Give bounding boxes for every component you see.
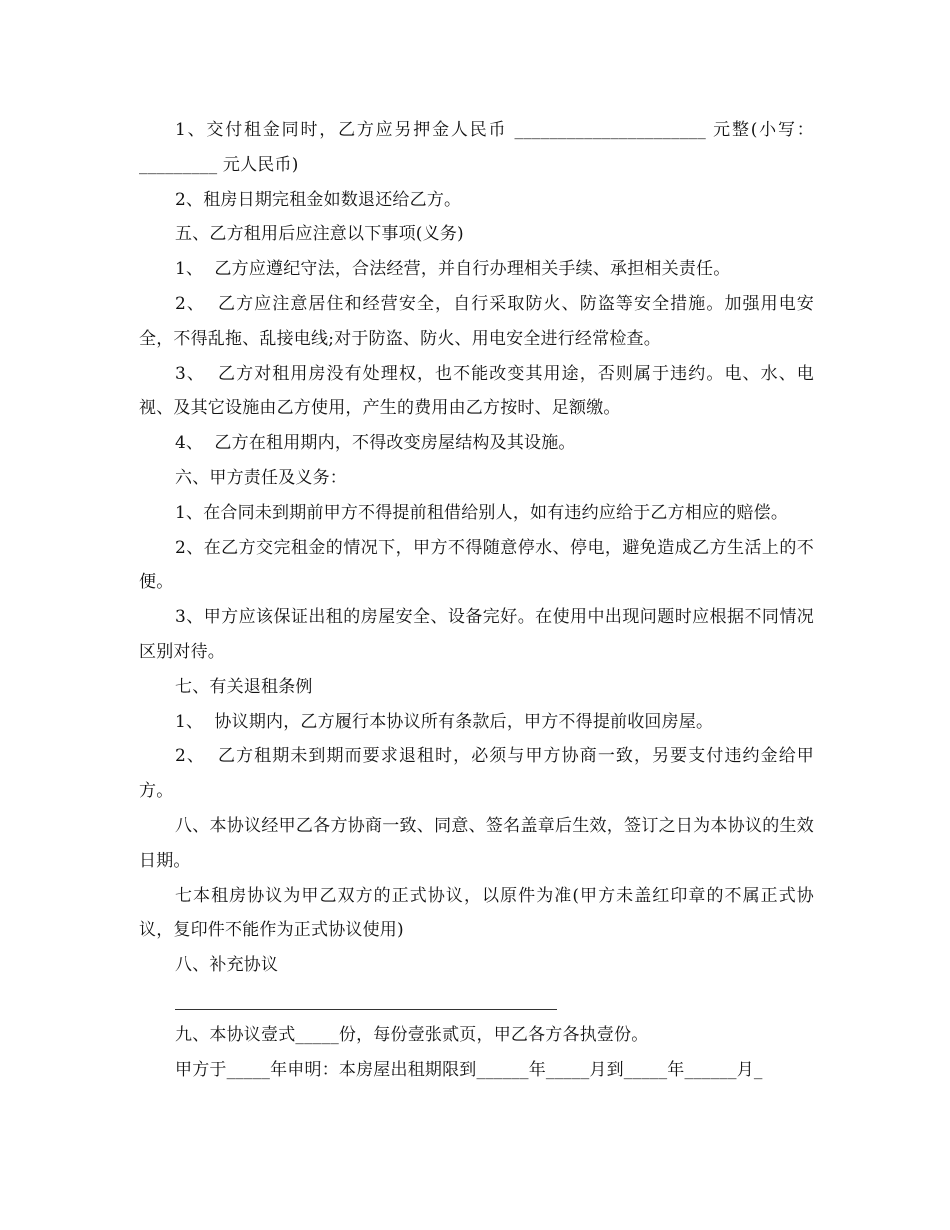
paragraph-deposit: 1、交付租金同时，乙方应另押金人民币 ______________________ 元整(小写：_________ 元人民币): [139, 120, 814, 175]
document-body: [139, 113, 814, 1087]
section-heading-landlord-duties: 六、甲方责任及义务：: [175, 467, 347, 488]
paragraph-lease-term: 甲方于_____年申明：本房屋出租期限到______年_____月到_____年______月_: [175, 1059, 763, 1080]
supplement-blank-line: [175, 983, 814, 1018]
paragraph-tenant-duty-4: 4、 乙方在租用期内，不得改变房屋结构及其设施。: [175, 433, 576, 454]
paragraph-official-agreement: 七本租房协议为甲乙双方的正式协议，以原件为准(甲方未盖红印章的不属正式协议，复印件不能作为正式协议使用): [139, 885, 814, 941]
paragraph-refund: 2、租房日期完租金如数退还给乙方。: [175, 189, 462, 210]
paragraph-termination-1: 1、 协议期内，乙方履行本协议所有条款后，甲方不得提前收回房屋。: [175, 711, 714, 732]
paragraph-effective-date: 八、本协议经甲乙各方协商一致、同意、签名盖章后生效，签订之日为本协议的生效日期。: [139, 815, 814, 871]
paragraph-tenant-duty-2: 2、 乙方应注意居住和经营安全，自行采取防火、防盗等安全措施。加强用电安全，不得乱拖、乱接电线;对于防盗、防火、用电安全进行经常检查。: [139, 293, 814, 349]
section-heading-termination: 七、有关退租条例: [175, 676, 313, 697]
paragraph-tenant-duty-3: 3、 乙方对租用房没有处理权，也不能改变其用途，否则属于违约。电、水、电视、及其它设施由乙方使用，产生的费用由乙方按时、足额缴。: [139, 363, 814, 419]
paragraph-landlord-duty-1: 1、在合同未到期前甲方不得提前租借给别人，如有违约应给于乙方相应的赔偿。: [175, 502, 789, 523]
paragraph-landlord-duty-3: 3、甲方应该保证出租的房屋安全、设备完好。在使用中出现问题时应根据不同情况区别对待。: [139, 607, 814, 662]
section-heading-supplement: 八、补充协议: [175, 955, 279, 976]
paragraph-copies: 九、本协议壹式_____份，每份壹张贰页，甲乙各方各执壹份。: [175, 1024, 649, 1045]
section-heading-tenant-duties: 五、乙方租用后应注意以下事项(义务): [175, 224, 464, 245]
paragraph-landlord-duty-2: 2、在乙方交完租金的情况下，甲方不得随意停水、停电，避免造成乙方生活上的不便。: [139, 537, 814, 593]
paragraph-termination-2: 2、 乙方租期未到期而要求退租时，必须与甲方协商一致，另要支付违约金给甲方。: [139, 746, 814, 802]
paragraph-tenant-duty-1: 1、 乙方应遵纪守法，合法经营，并自行办理相关手续、承担相关责任。: [175, 259, 731, 280]
